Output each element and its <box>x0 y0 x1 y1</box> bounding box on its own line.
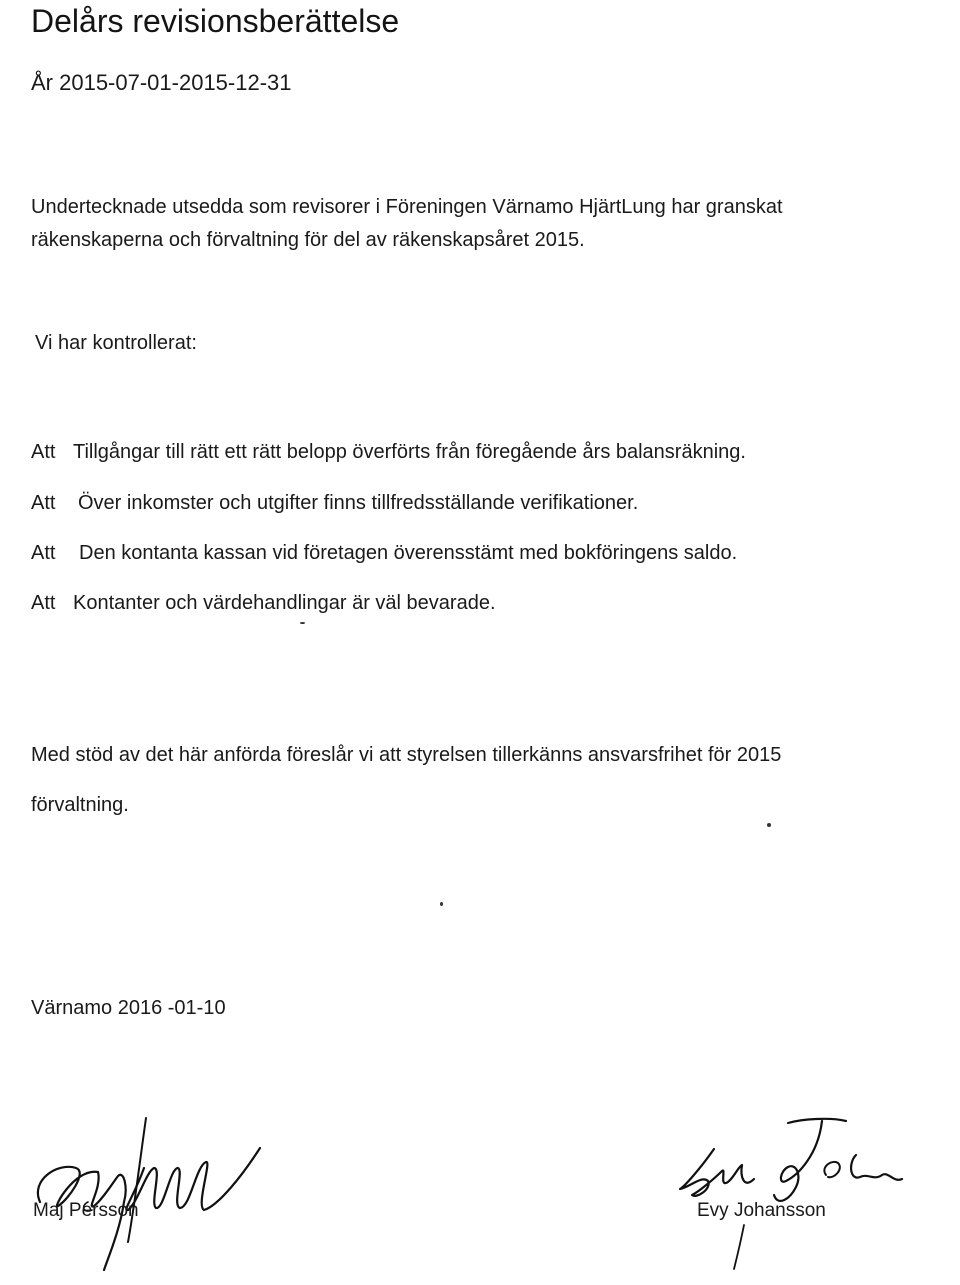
document-title: Delårs revisionsberättelse <box>31 3 400 39</box>
signatory-name: Maj Persson <box>33 1200 139 1221</box>
check-item <box>31 592 496 615</box>
check-item <box>31 441 746 464</box>
check-text: Den kontanta kassan vid företagen överensstämt med bokföringens saldo. <box>79 542 738 564</box>
check-item <box>31 492 638 515</box>
check-text: Tillgångar till rätt ett rätt belopp överförts från föregående års balansräkning. <box>73 441 746 463</box>
checked-heading: Vi har kontrollerat: <box>35 332 197 354</box>
check-prefix: Att <box>31 441 56 463</box>
signature-evy-johansson <box>670 1115 915 1275</box>
conclusion-line-1: Med stöd av det här anförda föreslår vi att styrelsen tillerkänns ansvarsfrihet för 2015 <box>31 744 782 766</box>
place-date: Värnamo 2016 -01-10 <box>31 997 226 1019</box>
check-item <box>31 542 737 565</box>
check-prefix: Att <box>31 492 56 514</box>
check-prefix: Att <box>31 592 56 614</box>
conclusion-line-2: förvaltning. <box>31 794 129 816</box>
signatory-name: Evy Johansson <box>697 1200 826 1221</box>
period-label: År 2015-07-01-2015-12-31 <box>31 70 292 95</box>
signature-maj-persson <box>28 1110 278 1280</box>
scan-speck <box>300 622 305 624</box>
scan-speck <box>767 823 771 827</box>
check-text: Över inkomster och utgifter finns tillfredsställande verifikationer. <box>78 492 639 514</box>
intro-line-2: räkenskaperna och förvaltning för del av räkenskapsåret 2015. <box>31 229 585 251</box>
intro-line-1: Undertecknade utsedda som revisorer i Föreningen Värnamo HjärtLung har granskat <box>31 196 783 218</box>
scan-speck <box>440 902 443 906</box>
check-prefix: Att <box>31 542 56 564</box>
check-text: Kontanter och värdehandlingar är väl bevarade. <box>73 592 496 614</box>
